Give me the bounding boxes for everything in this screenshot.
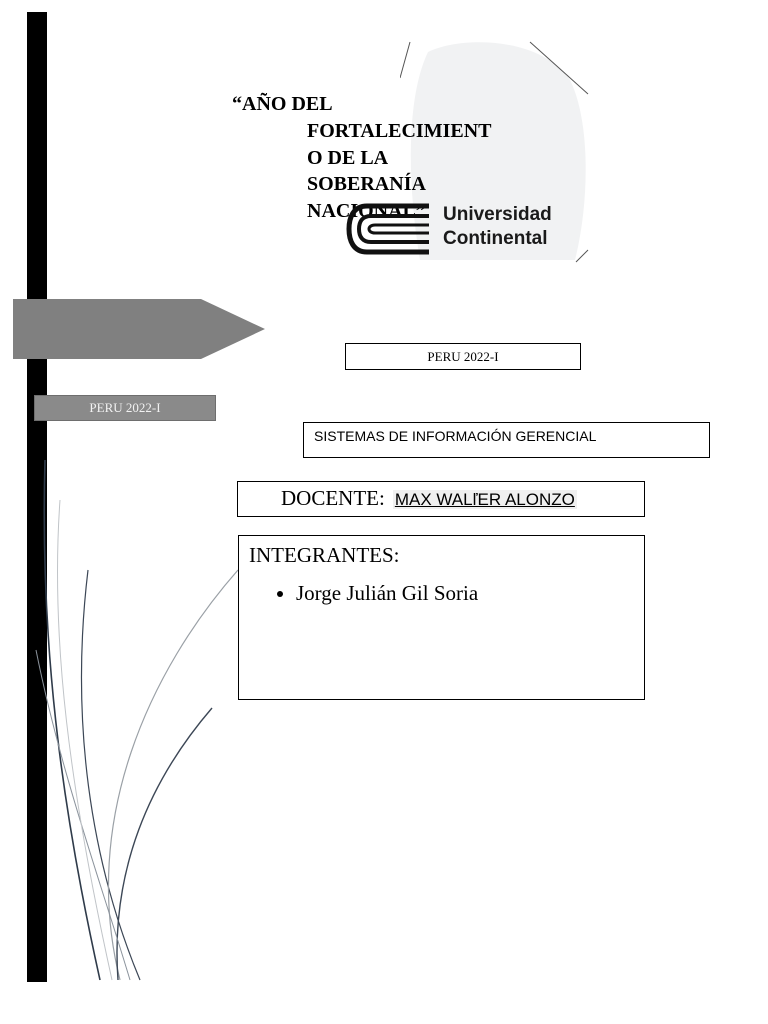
- docente-name: MAX WALľER ALONZO: [394, 490, 575, 509]
- list-item: • Jorge Julián Gil Soria: [296, 580, 644, 606]
- decorative-curves: [0, 440, 260, 1000]
- motto-line-2: FORTALECIMIENT: [307, 120, 492, 142]
- university-logo-text: [443, 203, 552, 251]
- integrantes-box: [238, 535, 645, 700]
- motto-line-1: “AÑO DEL: [232, 93, 333, 115]
- docente-label: DOCENTE:: [281, 486, 385, 510]
- side-period-label: PERU 2022-I: [34, 395, 216, 421]
- integrantes-title: INTEGRANTES:: [249, 543, 400, 567]
- gray-arrow-banner: [13, 299, 265, 359]
- logo-line-2: Continental: [443, 228, 548, 249]
- logo-line-1: Universidad: [443, 204, 552, 225]
- motto-line-5: NACIONAL”: [307, 199, 426, 222]
- docente-box: [237, 481, 645, 517]
- integrantes-list: [249, 580, 644, 606]
- university-logo-icon: [345, 200, 435, 258]
- course-title-box: SISTEMAS DE INFORMACIÓN GERENCIAL: [303, 422, 710, 458]
- motto-line-3: O DE LA: [307, 146, 389, 169]
- period-box: PERU 2022-I: [345, 343, 581, 370]
- motto-line-4: SOBERANÍA: [307, 173, 426, 195]
